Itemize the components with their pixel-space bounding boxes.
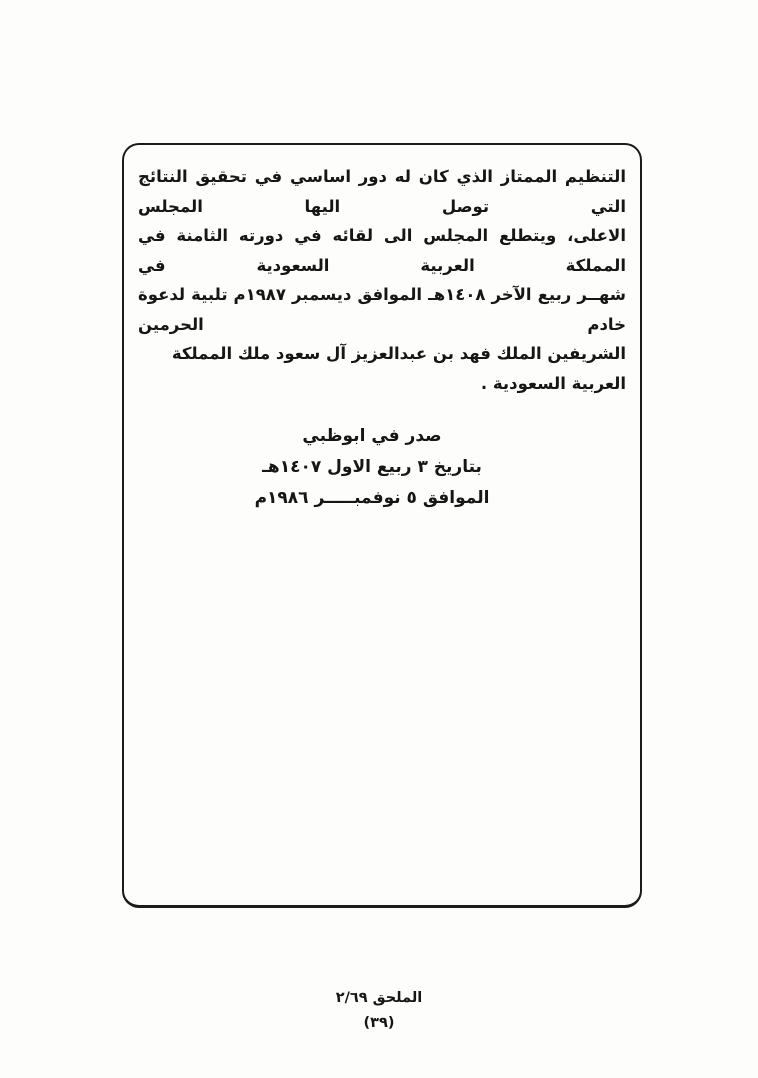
page-footer xyxy=(0,988,758,1033)
body-line: الشريفين الملك فهد بن عبدالعزيز آل سعود ملك المملكة العربية السعودية . xyxy=(171,344,626,393)
appendix-reference: الملحق ٢/٦٩ xyxy=(335,990,423,1006)
page-number: (٣٩) xyxy=(363,1015,395,1031)
body-line: الاعلى، ويتطلع المجلس الى لقائه في دورته الثامنة في المملكة العربية السعودية في xyxy=(138,226,626,275)
signature-place-line: صدر في ابوظبي xyxy=(302,426,442,446)
signature-block xyxy=(114,421,630,514)
body-paragraph xyxy=(138,162,626,398)
signature-hijri-date-line: بتاريخ ٣ ربيع الاول ١٤٠٧هـ xyxy=(262,457,482,477)
signature-gregorian-date-line: الموافق ٥ نوفمبـــــر ١٩٨٦م xyxy=(254,488,490,508)
body-line: شهــر ربيع الآخر ١٤٠٨هـ الموافق ديسمبر ١٩٨٧م تلبية لدعوة خادم الحرمين xyxy=(138,285,626,334)
body-line: التنظيم الممتاز الذي كان له دور اساسي في تحقيق النتائج التي توصل اليها المجلس xyxy=(138,167,626,216)
text-frame-border xyxy=(122,143,642,908)
